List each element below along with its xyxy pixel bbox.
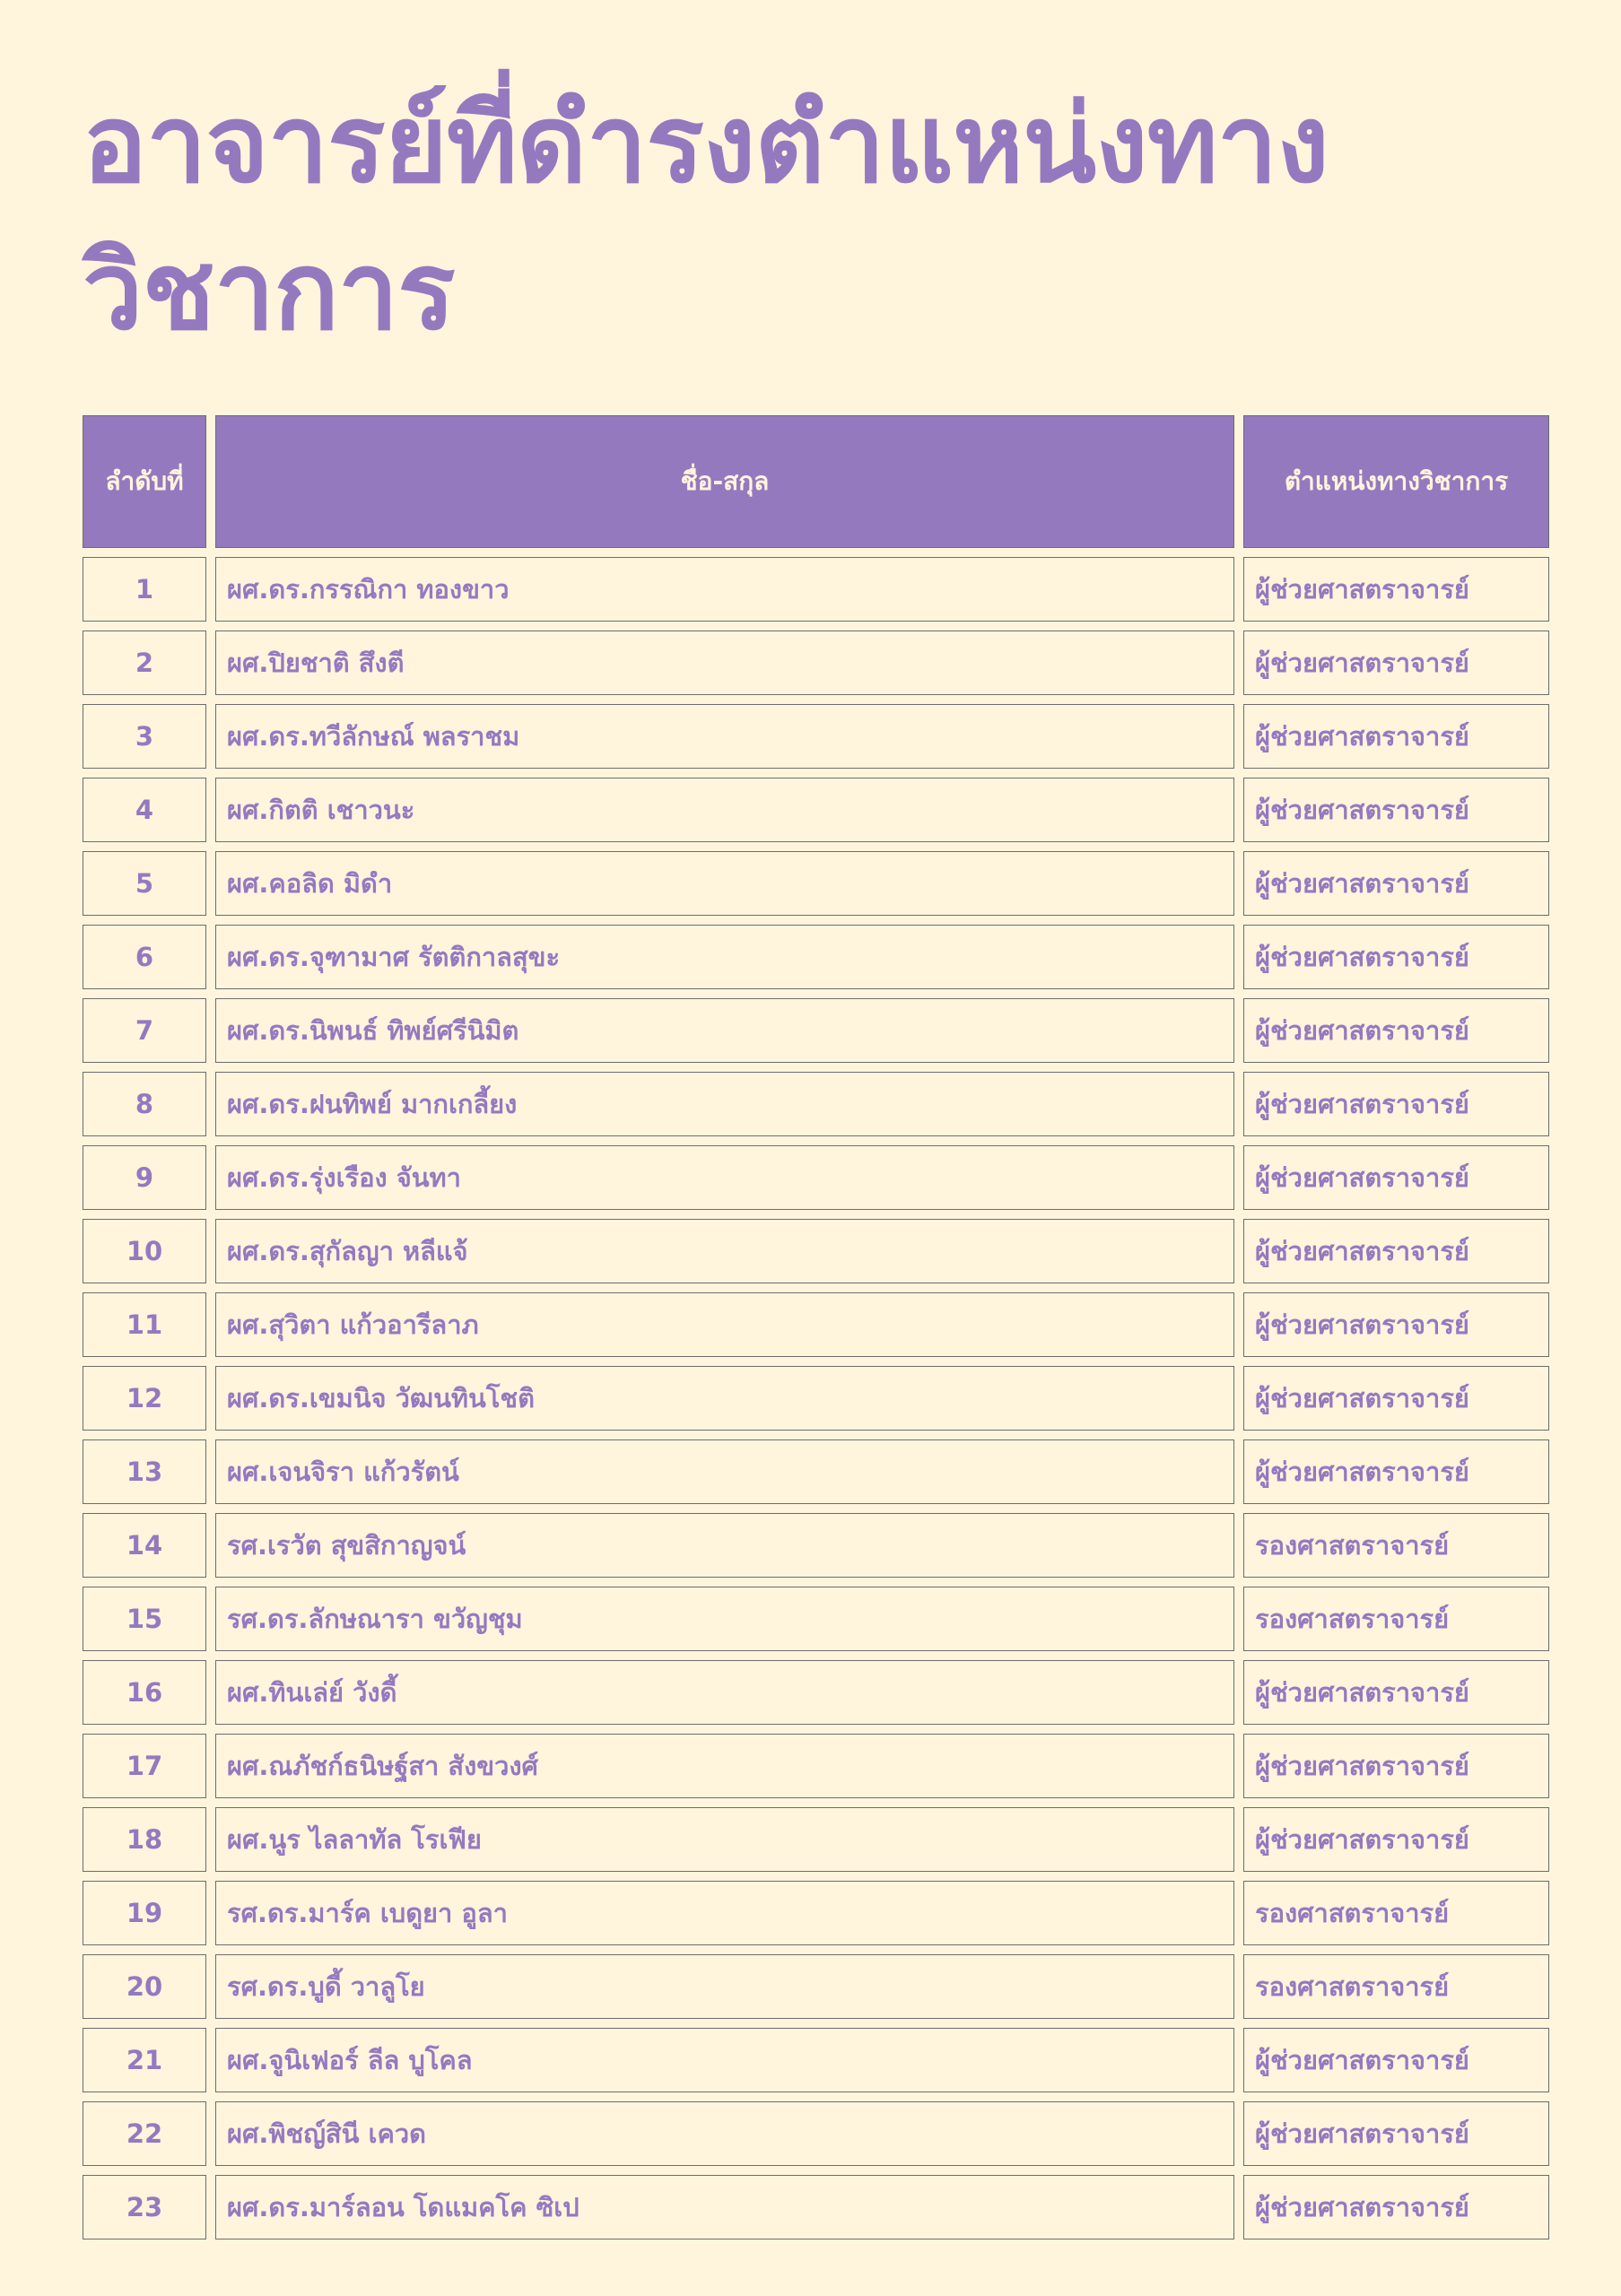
cell-no: 16 [83, 1660, 206, 1725]
cell-no: 17 [83, 1734, 206, 1798]
cell-name: ผศ.ดร.รุ่งเรือง จันทา [215, 1145, 1234, 1210]
table-row [83, 631, 1549, 695]
table-row [83, 851, 1549, 916]
table-row [83, 1807, 1549, 1872]
header-no: ลำดับที่ [83, 415, 206, 548]
table-row [83, 704, 1549, 769]
cell-name: ผศ.ดร.กรรณิกา ทองขาว [215, 557, 1234, 622]
cell-no: 7 [83, 998, 206, 1063]
table-row [83, 2101, 1549, 2166]
cell-no: 5 [83, 851, 206, 916]
cell-position: ผู้ช่วยศาสตราจารย์ [1243, 704, 1549, 769]
cell-name: ผศ.ปิยชาติ สึงตี [215, 631, 1234, 695]
cell-position: ผู้ช่วยศาสตราจารย์ [1243, 778, 1549, 842]
cell-no: 13 [83, 1439, 206, 1504]
cell-no: 1 [83, 557, 206, 622]
cell-name: ผศ.ดร.จุฑามาศ รัตติกาลสุขะ [215, 925, 1234, 989]
cell-name: ผศ.สุวิตา แก้วอารีลาภ [215, 1292, 1234, 1357]
cell-no: 2 [83, 631, 206, 695]
cell-no: 22 [83, 2101, 206, 2166]
cell-no: 21 [83, 2028, 206, 2092]
cell-name: ผศ.ดร.สุกัลญา หลีแจ้ [215, 1219, 1234, 1283]
cell-no: 18 [83, 1807, 206, 1872]
cell-position: ผู้ช่วยศาสตราจารย์ [1243, 1734, 1549, 1798]
cell-no: 4 [83, 778, 206, 842]
cell-position: รองศาสตราจารย์ [1243, 1954, 1549, 2019]
cell-position: ผู้ช่วยศาสตราจารย์ [1243, 1292, 1549, 1357]
cell-position: ผู้ช่วยศาสตราจารย์ [1243, 1807, 1549, 1872]
cell-no: 11 [83, 1292, 206, 1357]
cell-name: รศ.ดร.ลักษณารา ขวัญชุม [215, 1587, 1234, 1651]
cell-position: ผู้ช่วยศาสตราจารย์ [1243, 1439, 1549, 1504]
cell-name: รศ.ดร.บูดี้ วาลูโย [215, 1954, 1234, 2019]
cell-position: ผู้ช่วยศาสตราจารย์ [1243, 851, 1549, 916]
table-row [83, 1366, 1549, 1431]
cell-name: ผศ.เจนจิรา แก้วรัตน์ [215, 1439, 1234, 1504]
table-row [83, 998, 1549, 1063]
cell-name: ผศ.ดร.เขมนิจ วัฒนทินโชติ [215, 1366, 1234, 1431]
cell-position: ผู้ช่วยศาสตราจารย์ [1243, 557, 1549, 622]
cell-no: 23 [83, 2175, 206, 2239]
cell-name: รศ.ดร.มาร์ค เบดูยา อูลา [215, 1881, 1234, 1945]
cell-position: ผู้ช่วยศาสตราจารย์ [1243, 1366, 1549, 1431]
cell-position: ผู้ช่วยศาสตราจารย์ [1243, 2175, 1549, 2239]
table-row [83, 1587, 1549, 1651]
table-row [83, 1881, 1549, 1945]
cell-name: ผศ.ดร.ทวีลักษณ์ พลราชม [215, 704, 1234, 769]
table-row [83, 1219, 1549, 1283]
table-row [83, 1292, 1549, 1357]
cell-no: 15 [83, 1587, 206, 1651]
cell-position: ผู้ช่วยศาสตราจารย์ [1243, 925, 1549, 989]
cell-position: ผู้ช่วยศาสตราจารย์ [1243, 631, 1549, 695]
table-row [83, 778, 1549, 842]
cell-position: รองศาสตราจารย์ [1243, 1513, 1549, 1578]
cell-name: ผศ.กิตติ เชาวนะ [215, 778, 1234, 842]
cell-position: ผู้ช่วยศาสตราจารย์ [1243, 1660, 1549, 1725]
cell-position: รองศาสตราจารย์ [1243, 1587, 1549, 1651]
cell-no: 12 [83, 1366, 206, 1431]
cell-name: ผศ.คอลิด มิดำ [215, 851, 1234, 916]
cell-no: 20 [83, 1954, 206, 2019]
table-row [83, 557, 1549, 622]
cell-no: 6 [83, 925, 206, 989]
cell-name: ผศ.ดร.นิพนธ์ ทิพย์ศรีนิมิต [215, 998, 1234, 1063]
cell-name: ผศ.ดร.มาร์ลอน โดแมคโค ซิเป [215, 2175, 1234, 2239]
cell-name: ผศ.ทินเล่ย์ วังดี้ [215, 1660, 1234, 1725]
cell-name: ผศ.นูร ไลลาทัล โรเฟีย [215, 1807, 1234, 1872]
table-row [83, 1439, 1549, 1504]
faculty-table-container [83, 415, 1546, 2239]
faculty-table [74, 406, 1558, 2248]
table-row [83, 2175, 1549, 2239]
header-name: ชื่อ-สกุล [215, 415, 1234, 548]
cell-no: 14 [83, 1513, 206, 1578]
cell-position: ผู้ช่วยศาสตราจารย์ [1243, 1072, 1549, 1136]
cell-no: 8 [83, 1072, 206, 1136]
page-title: อาจารย์ที่ดำรงตำแหน่งทางวิชาการ [83, 83, 1329, 354]
cell-no: 10 [83, 1219, 206, 1283]
cell-name: รศ.เรวัต สุขสิกาญจน์ [215, 1513, 1234, 1578]
cell-position: รองศาสตราจารย์ [1243, 1881, 1549, 1945]
table-body [83, 557, 1549, 2239]
table-header-row [83, 415, 1549, 548]
cell-no: 9 [83, 1145, 206, 1210]
cell-position: ผู้ช่วยศาสตราจารย์ [1243, 1219, 1549, 1283]
table-row [83, 1145, 1549, 1210]
cell-position: ผู้ช่วยศาสตราจารย์ [1243, 1145, 1549, 1210]
cell-no: 3 [83, 704, 206, 769]
table-row [83, 1513, 1549, 1578]
table-row [83, 1734, 1549, 1798]
cell-name: ผศ.พิชญ์สินี เควด [215, 2101, 1234, 2166]
table-row [83, 1660, 1549, 1725]
cell-position: ผู้ช่วยศาสตราจารย์ [1243, 998, 1549, 1063]
cell-name: ผศ.ดร.ฝนทิพย์ มากเกลี้ยง [215, 1072, 1234, 1136]
table-row [83, 925, 1549, 989]
cell-position: ผู้ช่วยศาสตราจารย์ [1243, 2028, 1549, 2092]
cell-no: 19 [83, 1881, 206, 1945]
cell-name: ผศ.จูนิเฟอร์ ลีล บูโคล [215, 2028, 1234, 2092]
table-row [83, 1954, 1549, 2019]
table-row [83, 2028, 1549, 2092]
table-row [83, 1072, 1549, 1136]
cell-position: ผู้ช่วยศาสตราจารย์ [1243, 2101, 1549, 2166]
header-position: ตำแหน่งทางวิชาการ [1243, 415, 1549, 548]
cell-name: ผศ.ณภัชก์ธนิษฐ์สา สังขวงศ์ [215, 1734, 1234, 1798]
